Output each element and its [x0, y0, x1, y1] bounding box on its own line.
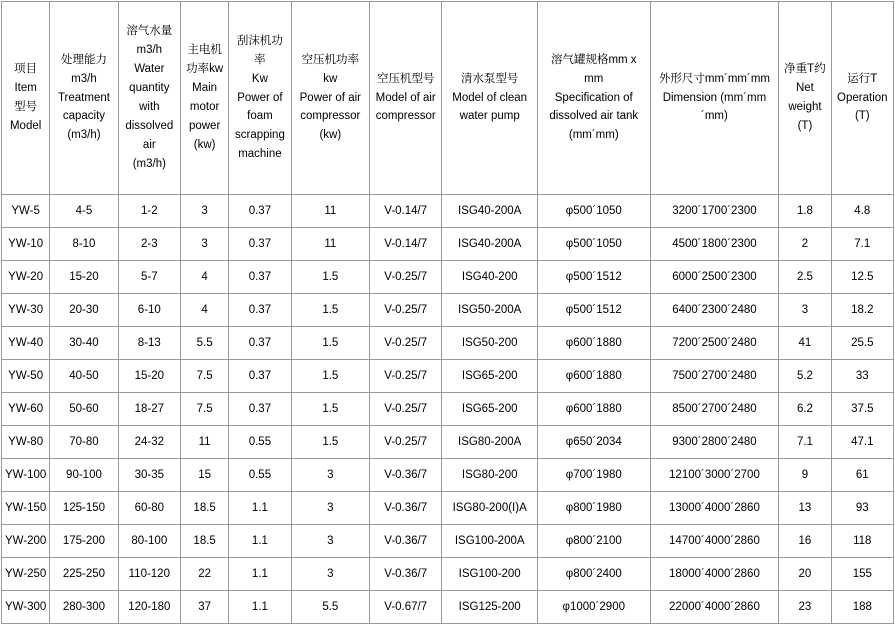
table-cell: 4 — [180, 294, 228, 327]
table-cell: 0.37 — [229, 195, 291, 228]
column-header-line: foam — [247, 110, 273, 123]
table-cell: 0.37 — [229, 261, 291, 294]
table-cell: V-0.25/7 — [370, 360, 442, 393]
table-cell: 155 — [831, 558, 893, 591]
table-cell: 18.5 — [180, 492, 228, 525]
table-cell: 3 — [180, 228, 228, 261]
table-cell: φ600´1880 — [537, 393, 650, 426]
table-cell: 7200´2500´2480 — [650, 327, 779, 360]
table-cell: 80-100 — [118, 525, 180, 558]
table-cell: 1.1 — [229, 591, 291, 624]
table-cell: 33 — [831, 360, 893, 393]
column-header-line: compressor — [300, 110, 361, 123]
column-header-line: Treatment — [57, 91, 110, 104]
column-header-line: Model of air — [375, 91, 436, 104]
table-cell: 0.37 — [229, 360, 291, 393]
table-row — [2, 459, 894, 492]
table-cell: 120-180 — [118, 591, 180, 624]
table-cell: V-0.25/7 — [370, 426, 442, 459]
table-cell: 4500´1800´2300 — [650, 228, 779, 261]
column-header-line: 外形尺寸mm´mm´mm — [658, 72, 770, 85]
column-header-line: quantity — [129, 82, 170, 95]
table-cell: 4.8 — [831, 195, 893, 228]
table-cell: 40-50 — [50, 360, 118, 393]
table-cell: 20-30 — [50, 294, 118, 327]
column-header-line: weight — [788, 101, 822, 113]
column-header-line: scrapping — [234, 129, 285, 142]
model-cell: YW-200 — [2, 525, 50, 558]
table-cell: 22 — [180, 558, 228, 591]
column-header-line: 刮沫机功率 — [236, 34, 283, 66]
table-cell: 4 — [180, 261, 228, 294]
table-cell: 0.55 — [229, 459, 291, 492]
table-row — [2, 195, 894, 228]
table-row — [2, 558, 894, 591]
column-header-line: 空压机功率kw — [301, 53, 360, 85]
column-header-8 — [537, 2, 650, 195]
table-cell: 1.5 — [291, 294, 369, 327]
table-cell: 15 — [180, 459, 228, 492]
table-cell: 11 — [291, 195, 369, 228]
table-cell: φ800´2400 — [537, 558, 650, 591]
table-row — [2, 393, 894, 426]
table-cell: 280-300 — [50, 591, 118, 624]
table-cell: 18.2 — [831, 294, 893, 327]
table-row — [2, 294, 894, 327]
table-row — [2, 525, 894, 558]
table-cell: 70-80 — [50, 426, 118, 459]
column-header-line: Main — [192, 82, 218, 95]
table-cell: 41 — [779, 327, 831, 360]
table-cell: 5.5 — [180, 327, 228, 360]
table-cell: V-0.36/7 — [370, 525, 442, 558]
column-header-line: Specification of — [554, 91, 633, 104]
model-cell: YW-80 — [2, 426, 50, 459]
table-cell: 1.1 — [229, 525, 291, 558]
table-cell: 60-80 — [118, 492, 180, 525]
table-cell: V-0.36/7 — [370, 459, 442, 492]
table-cell: 20 — [779, 558, 831, 591]
table-cell: 11 — [291, 228, 369, 261]
table-cell: V-0.67/7 — [370, 591, 442, 624]
column-header-line: capacity — [62, 110, 106, 123]
column-header-line: 清水泵型号 — [460, 72, 519, 85]
table-row — [2, 426, 894, 459]
table-row — [2, 591, 894, 624]
column-header-line: 项目 Item — [14, 63, 38, 95]
column-header-line: 净重T约 — [784, 63, 826, 76]
table-cell: 9300´2800´2480 — [650, 426, 779, 459]
column-header-line: water pump — [459, 110, 520, 123]
table-cell: 16 — [779, 525, 831, 558]
column-header-line: Power of air — [299, 91, 361, 104]
table-cell: V-0.36/7 — [370, 558, 442, 591]
column-header-line: Kw — [251, 72, 268, 85]
table-cell: 37.5 — [831, 393, 893, 426]
column-header-line: (mm´mm) — [568, 129, 619, 142]
table-cell: 7.5 — [180, 360, 228, 393]
table-body — [2, 195, 894, 624]
model-cell: YW-50 — [2, 360, 50, 393]
table-cell: 125-150 — [50, 492, 118, 525]
table-cell: 0.37 — [229, 228, 291, 261]
table-row — [2, 327, 894, 360]
table-row — [2, 261, 894, 294]
table-cell: φ800´2100 — [537, 525, 650, 558]
table-cell: ISG50-200A — [442, 294, 538, 327]
table-cell: φ600´1880 — [537, 360, 650, 393]
column-header-4 — [229, 2, 291, 195]
column-header-7 — [442, 2, 538, 195]
column-header-line: compressor — [375, 110, 436, 123]
model-cell: YW-10 — [2, 228, 50, 261]
table-cell: 3200´1700´2300 — [650, 195, 779, 228]
table-cell: 6400´2300´2480 — [650, 294, 779, 327]
table-cell: 118 — [831, 525, 893, 558]
column-header-line: mm — [584, 72, 604, 85]
model-cell: YW-250 — [2, 558, 50, 591]
table-cell: 1.1 — [229, 558, 291, 591]
table-row — [2, 492, 894, 525]
table-cell: 24-32 — [118, 426, 180, 459]
table-cell: 3 — [180, 195, 228, 228]
model-cell: YW-40 — [2, 327, 50, 360]
table-cell: φ650´2034 — [537, 426, 650, 459]
table-cell: V-0.14/7 — [370, 228, 442, 261]
table-cell: 8-10 — [50, 228, 118, 261]
column-header-line: (T) — [797, 119, 813, 132]
table-cell: ISG40-200 — [442, 261, 538, 294]
table-cell: 47.1 — [831, 426, 893, 459]
table-cell: ISG125-200 — [442, 591, 538, 624]
table-cell: 12100´3000´2700 — [650, 459, 779, 492]
column-header-line: m3/h — [136, 44, 163, 57]
column-header-line: (kw) — [319, 129, 342, 142]
table-cell: V-0.25/7 — [370, 261, 442, 294]
table-row — [2, 228, 894, 261]
table-cell: 18.5 — [180, 525, 228, 558]
table-cell: 188 — [831, 591, 893, 624]
table-cell: 1.5 — [291, 426, 369, 459]
table-cell: ISG40-200A — [442, 228, 538, 261]
column-header-line: 功率kw — [186, 63, 224, 76]
table-cell: 7.5 — [180, 393, 228, 426]
column-header-2 — [118, 2, 180, 195]
model-cell: YW-300 — [2, 591, 50, 624]
model-cell: YW-30 — [2, 294, 50, 327]
table-cell: 23 — [779, 591, 831, 624]
table-cell: ISG80-200(I)A — [442, 492, 538, 525]
table-cell: 5.5 — [291, 591, 369, 624]
column-header-line: (m3/h) — [132, 157, 166, 170]
model-cell: YW-5 — [2, 195, 50, 228]
column-header-line: dissolved air — [125, 119, 174, 151]
column-header-line: motor — [189, 101, 220, 113]
column-header-5 — [291, 2, 369, 195]
table-cell: 5.2 — [779, 360, 831, 393]
table-cell: 8500´2700´2480 — [650, 393, 779, 426]
table-cell: 3 — [291, 459, 369, 492]
column-header-line: (m3/h) — [67, 129, 101, 142]
header-row — [2, 2, 894, 195]
table-cell: 13000´4000´2860 — [650, 492, 779, 525]
table-cell: φ800´1980 — [537, 492, 650, 525]
column-header-10 — [779, 2, 831, 195]
model-cell: YW-60 — [2, 393, 50, 426]
table-cell: 25.5 — [831, 327, 893, 360]
table-cell: 7500´2700´2480 — [650, 360, 779, 393]
table-cell: φ1000´2900 — [537, 591, 650, 624]
table-cell: φ600´1880 — [537, 327, 650, 360]
column-header-line: m3/h — [71, 72, 97, 85]
table-cell: 3 — [291, 525, 369, 558]
table-cell: 11 — [180, 426, 228, 459]
table-cell: 2-3 — [118, 228, 180, 261]
table-cell: ISG80-200 — [442, 459, 538, 492]
table-cell: 3 — [291, 492, 369, 525]
column-header-line: Dimension (mm´mm´mm) — [662, 91, 767, 123]
table-cell: 2 — [779, 228, 831, 261]
table-cell: φ500´1050 — [537, 195, 650, 228]
table-cell: 5-7 — [118, 261, 180, 294]
table-cell: φ500´1050 — [537, 228, 650, 261]
table-cell: 110-120 — [118, 558, 180, 591]
table-header — [2, 2, 894, 195]
table-cell: ISG40-200A — [442, 195, 538, 228]
column-header-6 — [370, 2, 442, 195]
table-cell: 18-27 — [118, 393, 180, 426]
table-cell: 1.1 — [229, 492, 291, 525]
table-cell: 1.5 — [291, 261, 369, 294]
table-cell: 1.8 — [779, 195, 831, 228]
table-cell: ISG80-200A — [442, 426, 538, 459]
table-cell: V-0.14/7 — [370, 195, 442, 228]
column-header-line: Operation (T) — [837, 91, 888, 123]
table-cell: 50-60 — [50, 393, 118, 426]
table-cell: 14700´4000´2860 — [650, 525, 779, 558]
table-cell: ISG50-200 — [442, 327, 538, 360]
table-cell: 6.2 — [779, 393, 831, 426]
column-header-11 — [831, 2, 893, 195]
table-cell: 225-250 — [50, 558, 118, 591]
table-cell: 3 — [779, 294, 831, 327]
column-header-line: with — [139, 101, 160, 113]
column-header-line: 溶气水量 — [126, 25, 173, 38]
table-cell: V-0.25/7 — [370, 294, 442, 327]
table-cell: 37 — [180, 591, 228, 624]
table-cell: 2.5 — [779, 261, 831, 294]
table-cell: 6000´2500´2300 — [650, 261, 779, 294]
table-cell: ISG65-200 — [442, 360, 538, 393]
table-cell: 18000´4000´2860 — [650, 558, 779, 591]
column-header-line: power — [188, 119, 221, 132]
table-cell: 90-100 — [50, 459, 118, 492]
column-header-line: 主电机 — [187, 44, 222, 57]
table-row — [2, 360, 894, 393]
column-header-9 — [650, 2, 779, 195]
table-cell: 1.5 — [291, 327, 369, 360]
table-cell: φ500´1512 — [537, 294, 650, 327]
table-cell: ISG100-200A — [442, 525, 538, 558]
column-header-line: Power of — [237, 91, 283, 104]
table-cell: 9 — [779, 459, 831, 492]
column-header-line: Water — [134, 63, 165, 76]
column-header-line: 处理能力 — [60, 53, 107, 66]
table-cell: 175-200 — [50, 525, 118, 558]
column-header-line: Model — [9, 119, 42, 132]
column-header-line: (kw) — [193, 138, 216, 151]
model-cell: YW-100 — [2, 459, 50, 492]
column-header-line: dissolved air tank — [549, 110, 639, 123]
column-header-line: 运行T — [847, 72, 878, 85]
table-cell: ISG65-200 — [442, 393, 538, 426]
column-header-line: 型号 — [14, 101, 38, 113]
column-header-line: Model of clean — [452, 91, 528, 104]
table-cell: 13 — [779, 492, 831, 525]
column-header-1 — [50, 2, 118, 195]
model-cell: YW-20 — [2, 261, 50, 294]
table-cell: φ500´1512 — [537, 261, 650, 294]
table-cell: 1.5 — [291, 360, 369, 393]
table-cell: ISG100-200 — [442, 558, 538, 591]
table-cell: 3 — [291, 558, 369, 591]
table-cell: 0.55 — [229, 426, 291, 459]
table-cell: 0.37 — [229, 294, 291, 327]
table-cell: 0.37 — [229, 327, 291, 360]
table-cell: 6-10 — [118, 294, 180, 327]
table-cell: 1.5 — [291, 393, 369, 426]
specification-table — [1, 1, 894, 624]
column-header-0 — [2, 2, 50, 195]
table-cell: φ700´1980 — [537, 459, 650, 492]
table-cell: V-0.25/7 — [370, 327, 442, 360]
table-cell: 7.1 — [831, 228, 893, 261]
table-cell: 8-13 — [118, 327, 180, 360]
table-cell: 22000´4000´2860 — [650, 591, 779, 624]
column-header-3 — [180, 2, 228, 195]
table-cell: 15-20 — [50, 261, 118, 294]
table-cell: 30-35 — [118, 459, 180, 492]
table-cell: 61 — [831, 459, 893, 492]
table-cell: 4-5 — [50, 195, 118, 228]
table-cell: 15-20 — [118, 360, 180, 393]
table-cell: 93 — [831, 492, 893, 525]
column-header-line: 空压机型号 — [376, 72, 435, 85]
table-cell: V-0.25/7 — [370, 393, 442, 426]
column-header-line: machine — [238, 148, 282, 161]
table-cell: 30-40 — [50, 327, 118, 360]
column-header-line: Net — [795, 82, 814, 95]
column-header-line: 溶气罐规格mm x — [550, 53, 637, 66]
table-cell: 0.37 — [229, 393, 291, 426]
model-cell: YW-150 — [2, 492, 50, 525]
table-cell: 7.1 — [779, 426, 831, 459]
table-cell: V-0.36/7 — [370, 492, 442, 525]
table-cell: 1-2 — [118, 195, 180, 228]
table-cell: 12.5 — [831, 261, 893, 294]
